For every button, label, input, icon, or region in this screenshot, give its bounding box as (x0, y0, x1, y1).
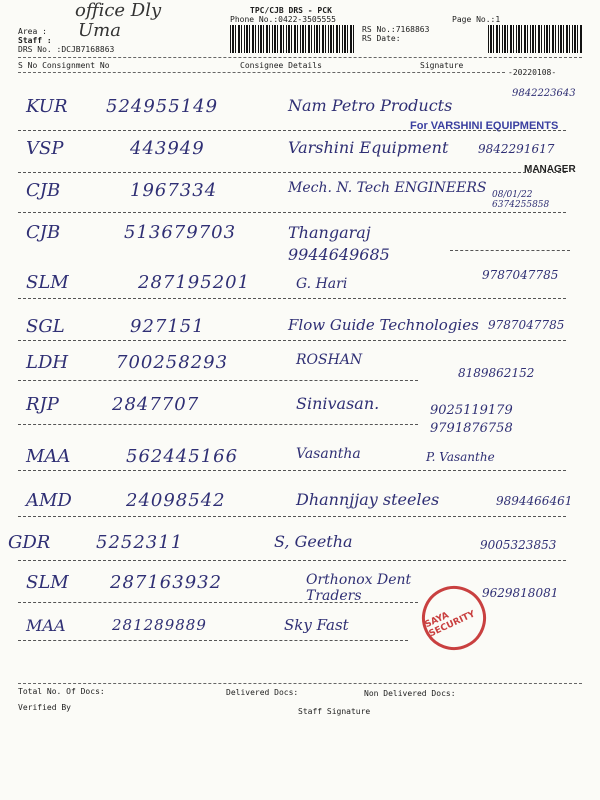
consignee-name: Sinivasan. (296, 394, 380, 413)
handwritten-note-office: office Dly (75, 0, 162, 21)
list-item (0, 446, 600, 486)
row-divider (18, 130, 566, 131)
consignee-name: Mech. N. Tech ENGINEERS (288, 180, 487, 196)
area-code: GDR (8, 532, 51, 553)
area-code: LDH (26, 352, 69, 373)
row-divider (18, 516, 566, 517)
consignment-number: 1967334 (130, 180, 218, 201)
column-sno-consignment: S No Consignment No (18, 61, 110, 70)
list-item (0, 180, 600, 220)
row-divider (450, 250, 570, 251)
column-signature: Signature (420, 61, 464, 70)
consignee-name: G. Hari (296, 276, 348, 292)
area-code: MAA (26, 446, 71, 467)
page-number: Page No.:1 (452, 15, 501, 24)
list-item (0, 532, 600, 572)
rs-date: RS Date: (362, 34, 401, 43)
consignment-number: 513679703 (124, 222, 237, 243)
area-code: RJP (26, 394, 59, 415)
consignment-number: 700258293 (116, 352, 229, 373)
signature-note: 9842291617 (478, 142, 555, 156)
row-divider (18, 424, 418, 425)
row-divider (18, 602, 418, 603)
area-label: Area : (18, 27, 47, 36)
consignee-name: Sky Fast (284, 616, 349, 634)
signature-note: 9025119179 9791876758 (430, 403, 513, 436)
consignment-number: 281289889 (112, 616, 207, 634)
consignee-name: Orthonox Dent Traders (306, 572, 412, 604)
delivered-docs-label: Delivered Docs: (226, 688, 299, 697)
area-code: VSP (26, 138, 64, 159)
barcode-left (230, 25, 355, 53)
manager-stamp-text: MANAGER (524, 164, 576, 175)
row-divider (18, 470, 566, 471)
column-consignee: Consignee Details (240, 61, 322, 70)
consignment-number: 287163932 (110, 572, 223, 593)
consignment-number: 287195201 (138, 272, 251, 293)
row-divider (18, 298, 566, 299)
rs-number: RS No.:7168863 (362, 25, 430, 34)
consignee-name: Vasantha (296, 446, 361, 462)
footer-divider (18, 683, 582, 684)
list-item (0, 394, 600, 434)
signature-note: 9894466461 (496, 494, 573, 508)
consignee-name: ROSHAN (296, 352, 363, 368)
row-divider (18, 212, 566, 213)
signature-note: 9629818081 (482, 586, 559, 600)
signature-note: 08/01/22 6374255858 (492, 190, 550, 210)
signature-note: P. Vasanthe (426, 450, 495, 464)
consignee-name: Nam Petro Products (288, 96, 453, 115)
non-delivered-docs-label: Non Delivered Docs: (364, 689, 456, 698)
handwritten-note-uma: Uma (78, 20, 121, 41)
row-divider (18, 560, 566, 561)
consignee-name: Flow Guide Technologies (288, 316, 479, 334)
area-code: CJB (26, 180, 61, 201)
consignee-name: S, Geetha (274, 532, 353, 551)
consignment-number: 562445166 (126, 446, 239, 467)
area-code: SGL (26, 316, 65, 337)
doc-title: TPC/CJB DRS - PCK (250, 6, 332, 15)
consignment-number: 5252311 (96, 532, 184, 553)
security-stamp: SAYA SECURITY (411, 575, 496, 660)
date-code: -20220108- (508, 68, 557, 77)
row-divider (18, 172, 566, 173)
row-divider (18, 340, 566, 341)
consignee-name: Dhannjjay steeles (296, 490, 440, 509)
drs-number: DRS No. :DCJB7168863 (18, 45, 115, 54)
phone-number: Phone No.:0422-3505555 (230, 15, 336, 24)
consignment-number: 2847707 (112, 394, 200, 415)
company-stamp-text: For VARSHINI EQUIPMENTS (410, 120, 559, 132)
area-code: SLM (26, 272, 69, 293)
total-docs-label: Total No. Of Docs: (18, 687, 105, 696)
list-item (0, 268, 600, 312)
area-code: CJB (26, 222, 61, 243)
consignment-number: 443949 (130, 138, 205, 159)
list-item (0, 616, 600, 656)
list-item (0, 572, 600, 612)
area-code: AMD (26, 490, 72, 511)
signature-note: 9787047785 (482, 268, 559, 282)
consignment-number: 24098542 (126, 490, 226, 511)
verified-by-label: Verified By (18, 703, 71, 712)
signature-note: 8189862152 (458, 366, 535, 380)
consignee-name: Varshini Equipment (288, 138, 449, 157)
area-code: SLM (26, 572, 69, 593)
list-item (0, 352, 600, 392)
row-divider (18, 380, 418, 381)
list-item (0, 490, 600, 530)
staff-signature-label: Staff Signature (298, 707, 371, 716)
column-divider (18, 72, 505, 73)
staff-label: Staff : (18, 36, 52, 45)
barcode-right (488, 25, 583, 53)
list-item (0, 316, 600, 356)
area-code: MAA (26, 616, 66, 635)
consignee-name: Thangaraj 9944649685 (288, 223, 390, 264)
area-code: KUR (26, 96, 68, 117)
consignment-number: 927151 (130, 316, 205, 337)
list-item (0, 222, 600, 262)
signature-note: 9787047785 (488, 318, 565, 332)
consignment-number: 524955149 (106, 96, 219, 117)
signature-note: 9005323853 (480, 538, 557, 552)
signature-note: 9842223643 (512, 88, 576, 99)
row-divider (18, 640, 408, 641)
header-divider (18, 57, 582, 58)
